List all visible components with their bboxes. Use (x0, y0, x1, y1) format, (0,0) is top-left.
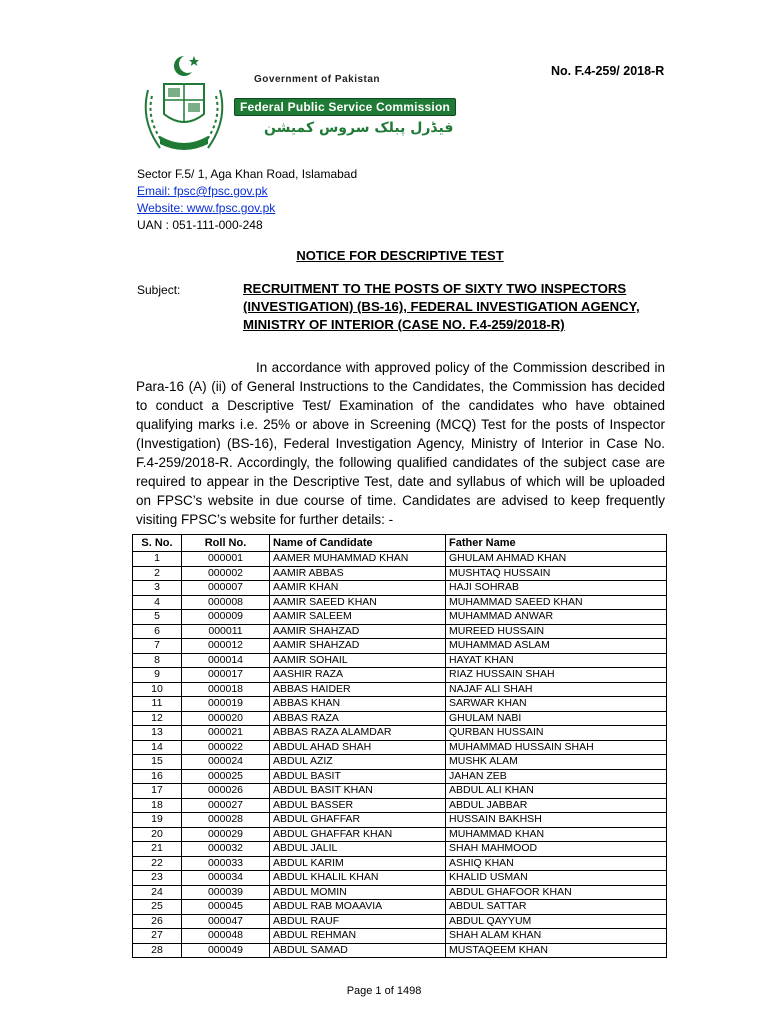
reference-number: No. F.4-259/ 2018-R (551, 64, 665, 78)
table-row (133, 552, 667, 567)
table-row (133, 885, 667, 900)
email-link[interactable]: Email: fpsc@fpsc.gov.pk (137, 184, 268, 198)
cell-sno: 3 (133, 581, 182, 596)
cell-name: ABDUL SAMAD (270, 943, 446, 958)
cell-father-name: MUHAMMAD SAEED KHAN (446, 595, 667, 610)
cell-roll-no: 000029 (182, 827, 270, 842)
subject-label: Subject: (137, 283, 181, 297)
cell-father-name: HAJI SOHRAB (446, 581, 667, 596)
table-row (133, 682, 667, 697)
cell-sno: 8 (133, 653, 182, 668)
cell-father-name: MUREED HUSSAIN (446, 624, 667, 639)
cell-roll-no: 000012 (182, 639, 270, 654)
cell-sno: 28 (133, 943, 182, 958)
cell-father-name: QURBAN HUSSAIN (446, 726, 667, 741)
cell-father-name: KHALID USMAN (446, 871, 667, 886)
cell-father-name: MUHAMMAD ASLAM (446, 639, 667, 654)
cell-sno: 1 (133, 552, 182, 567)
cell-father-name: MUSHK ALAM (446, 755, 667, 770)
table-row (133, 784, 667, 799)
cell-father-name: ABDUL GHAFOOR KHAN (446, 885, 667, 900)
table-row (133, 929, 667, 944)
cell-roll-no: 000026 (182, 784, 270, 799)
cell-name: ABBAS KHAN (270, 697, 446, 712)
cell-name: ABDUL AZIZ (270, 755, 446, 770)
table-row (133, 639, 667, 654)
cell-sno: 22 (133, 856, 182, 871)
cell-father-name: SHAH ALAM KHAN (446, 929, 667, 944)
cell-father-name: SARWAR KHAN (446, 697, 667, 712)
cell-roll-no: 000033 (182, 856, 270, 871)
cell-father-name: ABDUL JABBAR (446, 798, 667, 813)
candidates-table-wrapper (132, 534, 667, 958)
cell-name: ABDUL GHAFFAR (270, 813, 446, 828)
cell-roll-no: 000009 (182, 610, 270, 625)
cell-name: ABDUL AHAD SHAH (270, 740, 446, 755)
cell-sno: 20 (133, 827, 182, 842)
cell-sno: 16 (133, 769, 182, 784)
cell-sno: 17 (133, 784, 182, 799)
candidates-table (132, 534, 667, 958)
cell-father-name: GHULAM AHMAD KHAN (446, 552, 667, 567)
cell-name: ABDUL RAUF (270, 914, 446, 929)
cell-name: ABBAS RAZA (270, 711, 446, 726)
cell-roll-no: 000019 (182, 697, 270, 712)
pakistan-emblem-icon (138, 50, 230, 158)
table-row (133, 566, 667, 581)
table-row (133, 856, 667, 871)
table-row (133, 697, 667, 712)
cell-name: ABBAS RAZA ALAMDAR (270, 726, 446, 741)
cell-father-name: MUHAMMAD HUSSAIN SHAH (446, 740, 667, 755)
cell-sno: 7 (133, 639, 182, 654)
cell-roll-no: 000017 (182, 668, 270, 683)
cell-roll-no: 000039 (182, 885, 270, 900)
table-header-row (133, 535, 667, 552)
cell-sno: 2 (133, 566, 182, 581)
commission-name-urdu: فیڈرل پبلک سروس کمیشن (264, 120, 454, 136)
cell-name: AAMIR ABBAS (270, 566, 446, 581)
table-row (133, 900, 667, 915)
cell-sno: 4 (133, 595, 182, 610)
cell-sno: 13 (133, 726, 182, 741)
table-row (133, 668, 667, 683)
cell-sno: 9 (133, 668, 182, 683)
cell-roll-no: 000028 (182, 813, 270, 828)
cell-father-name: NAJAF ALI SHAH (446, 682, 667, 697)
table-row (133, 726, 667, 741)
table-row (133, 769, 667, 784)
header-father-name: Father Name (446, 535, 667, 552)
website-link[interactable]: Website: www.fpsc.gov.pk (137, 201, 276, 215)
table-row (133, 871, 667, 886)
cell-roll-no: 000011 (182, 624, 270, 639)
cell-name: ABDUL BASIT KHAN (270, 784, 446, 799)
uan-number: UAN : 051-111-000-248 (137, 218, 263, 232)
cell-sno: 19 (133, 813, 182, 828)
government-title: Government of Pakistan (254, 74, 381, 85)
cell-roll-no: 000002 (182, 566, 270, 581)
cell-father-name: MUHAMMAD ANWAR (446, 610, 667, 625)
cell-name: ABDUL RAB MOAAVIA (270, 900, 446, 915)
cell-roll-no: 000047 (182, 914, 270, 929)
cell-name: ABDUL BASIT (270, 769, 446, 784)
table-row (133, 610, 667, 625)
table-row (133, 740, 667, 755)
cell-name: AAMIR SHAHZAD (270, 639, 446, 654)
cell-sno: 12 (133, 711, 182, 726)
cell-name: ABDUL GHAFFAR KHAN (270, 827, 446, 842)
cell-name: AAMIR SOHAIL (270, 653, 446, 668)
cell-sno: 14 (133, 740, 182, 755)
cell-sno: 25 (133, 900, 182, 915)
header-sno: S. No. (133, 535, 182, 552)
cell-roll-no: 000018 (182, 682, 270, 697)
cell-father-name: GHULAM NABI (446, 711, 667, 726)
cell-sno: 24 (133, 885, 182, 900)
cell-sno: 18 (133, 798, 182, 813)
table-body (133, 552, 667, 958)
cell-name: ABDUL KARIM (270, 856, 446, 871)
cell-roll-no: 000008 (182, 595, 270, 610)
cell-roll-no: 000032 (182, 842, 270, 857)
cell-father-name: ABDUL QAYYUM (446, 914, 667, 929)
cell-roll-no: 000048 (182, 929, 270, 944)
table-row (133, 842, 667, 857)
table-row (133, 798, 667, 813)
table-row (133, 813, 667, 828)
cell-father-name: HAYAT KHAN (446, 653, 667, 668)
cell-sno: 23 (133, 871, 182, 886)
cell-sno: 5 (133, 610, 182, 625)
header-name: Name of Candidate (270, 535, 446, 552)
cell-name: ABDUL REHMAN (270, 929, 446, 944)
cell-father-name: MUSHTAQ HUSSAIN (446, 566, 667, 581)
cell-father-name: MUSTAQEEM KHAN (446, 943, 667, 958)
cell-name: AAMIR SALEEM (270, 610, 446, 625)
cell-name: AASHIR RAZA (270, 668, 446, 683)
body-text: In accordance with approved policy of the Commission described in Para-16 (A) (ii) of General Instructions to the Candidates, the Commission has decided to conduct a Descriptive Test/ Examination of the candidates who have obtained qualifying marks i.e. 25% or above in Screening (MCQ) Test for the posts of Inspector (Investigation) (BS-16), Federal Investigation Agency, Ministry of Interior in Case No. F.4-259/2018-R. Accordingly, the following qualified candidates of the subject case are required to appear in the Descriptive Test, date and syllabus of which will be uploaded on FPSC’s website in due course of time. Candidates are advised to keep frequently visiting FPSC’s website for further details: - (136, 360, 665, 527)
cell-roll-no: 000007 (182, 581, 270, 596)
cell-father-name: ABDUL ALI KHAN (446, 784, 667, 799)
cell-sno: 15 (133, 755, 182, 770)
cell-father-name: ASHIQ KHAN (446, 856, 667, 871)
cell-roll-no: 000045 (182, 900, 270, 915)
cell-name: ABDUL BASSER (270, 798, 446, 813)
subject-text: RECRUITMENT TO THE POSTS OF SIXTY TWO INSPECTORS (INVESTIGATION) (BS-16), FEDERAL INVESTIGATION AGENCY, MINISTRY OF INTERIOR (CASE NO. F.4-259/2018-R) (243, 281, 640, 332)
cell-name: AAMIR SHAHZAD (270, 624, 446, 639)
header-roll-no: Roll No. (182, 535, 270, 552)
cell-name: ABDUL MOMIN (270, 885, 446, 900)
cell-father-name: SHAH MAHMOOD (446, 842, 667, 857)
cell-father-name: RIAZ HUSSAIN SHAH (446, 668, 667, 683)
cell-sno: 26 (133, 914, 182, 929)
table-row (133, 595, 667, 610)
cell-father-name: ABDUL SATTAR (446, 900, 667, 915)
cell-sno: 11 (133, 697, 182, 712)
cell-roll-no: 000020 (182, 711, 270, 726)
cell-name: ABDUL KHALIL KHAN (270, 871, 446, 886)
table-row (133, 581, 667, 596)
cell-name: AAMER MUHAMMAD KHAN (270, 552, 446, 567)
cell-roll-no: 000021 (182, 726, 270, 741)
cell-father-name: JAHAN ZEB (446, 769, 667, 784)
cell-father-name: HUSSAIN BAKHSH (446, 813, 667, 828)
cell-sno: 10 (133, 682, 182, 697)
cell-roll-no: 000027 (182, 798, 270, 813)
cell-father-name: MUHAMMAD KHAN (446, 827, 667, 842)
cell-name: AAMIR SAEED KHAN (270, 595, 446, 610)
cell-roll-no: 000022 (182, 740, 270, 755)
commission-name-english: Federal Public Service Commission (234, 98, 456, 116)
table-row (133, 755, 667, 770)
notice-title: NOTICE FOR DESCRIPTIVE TEST (296, 248, 504, 263)
cell-sno: 6 (133, 624, 182, 639)
page-number: Page 1 of 1498 (346, 985, 422, 997)
cell-roll-no: 000049 (182, 943, 270, 958)
cell-roll-no: 000014 (182, 653, 270, 668)
cell-roll-no: 000034 (182, 871, 270, 886)
table-row (133, 653, 667, 668)
cell-sno: 27 (133, 929, 182, 944)
table-row (133, 624, 667, 639)
table-row (133, 914, 667, 929)
body-paragraph (136, 358, 665, 529)
cell-roll-no: 000024 (182, 755, 270, 770)
table-row (133, 711, 667, 726)
address-line: Sector F.5/ 1, Aga Khan Road, Islamabad (137, 167, 358, 181)
cell-name: ABDUL JALIL (270, 842, 446, 857)
cell-name: ABBAS HAIDER (270, 682, 446, 697)
cell-name: AAMIR KHAN (270, 581, 446, 596)
table-row (133, 827, 667, 842)
cell-sno: 21 (133, 842, 182, 857)
table-row (133, 943, 667, 958)
cell-roll-no: 000025 (182, 769, 270, 784)
cell-roll-no: 000001 (182, 552, 270, 567)
